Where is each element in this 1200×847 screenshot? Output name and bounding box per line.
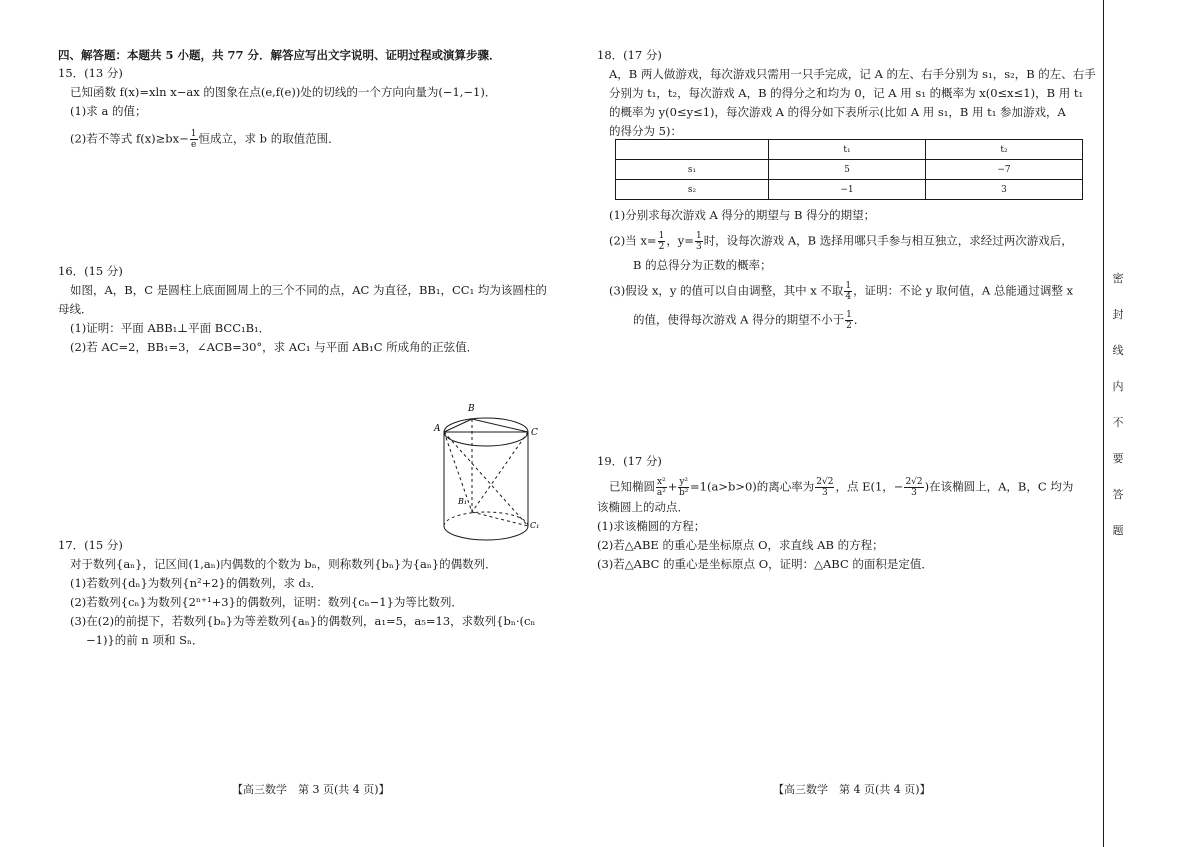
q19-plus: + — [667, 479, 678, 494]
question-17-part3-a: (3)在(2)的前提下，若数列{bₙ}为等差数列{aₙ}的偶数列，a₁=5，a₅=13，求数列{bₙ·(cₙ — [70, 614, 536, 628]
binding-char: 题 — [1112, 524, 1124, 537]
q19-text-d: )在该椭圆上，A，B，C 均为 — [924, 479, 1074, 494]
question-18-part3 — [597, 281, 1087, 302]
table-header-cell: t₂ — [926, 140, 1083, 160]
table-row — [616, 160, 1083, 180]
question-19-part3: (3)若△ABC 的重心是坐标原点 O，证明：△ABC 的面积是定值． — [597, 557, 933, 571]
question-17-part1: (1)若数列{dₙ}为数列{n²+2}的偶数列，求 d₃． — [70, 576, 322, 590]
footer-page-4: 【高三数学 第 4 页(共 4 页)】 — [773, 783, 931, 796]
question-17-stem: 对于数列{aₙ}，记区间(1,aₙ)内偶数的个数为 bₙ，则称数列{bₙ}为{aₙ}的偶数列． — [70, 557, 497, 571]
question-16 — [58, 262, 558, 357]
question-18-stem-b: 分别为 t₁，t₂，每次游戏 A，B 的得分之和均为 0，记 A 用 s₁ 的概率为 x(0≤x≤1)，B 用 t₁ — [609, 86, 1084, 100]
question-18-part1: (1)分别求每次游戏 A 得分的期望与 B 得分的期望； — [609, 208, 876, 222]
question-15 — [58, 64, 558, 150]
question-17-part2: (2)若数列{cₙ}为数列{2ⁿ⁺¹+3}的偶数列，证明：数列{cₙ−1}为等比数列． — [70, 595, 463, 609]
fraction-numerator: 2√2 — [905, 477, 923, 487]
q18-part3-text-b: ，证明：不论 y 取何值，A 总能通过调整 x — [853, 283, 1074, 298]
fraction-denominator: 4 — [845, 292, 852, 302]
binding-char: 线 — [1112, 344, 1124, 357]
binding-char: 不 — [1112, 416, 1124, 429]
q18-part3-text-c: 的值，使得每次游戏 A 得分的期望不小于 — [633, 312, 845, 327]
table-cell: 3 — [926, 180, 1083, 200]
fraction-numerator: x² — [657, 477, 666, 487]
table-header-row — [616, 140, 1083, 160]
fraction-denominator: 2 — [846, 321, 852, 331]
question-17-part3-b: −1)}的前 n 项和 Sₙ． — [86, 633, 204, 647]
fraction-denominator: b² — [678, 488, 689, 498]
question-16-title: 16．(15 分) — [58, 264, 123, 278]
binding-char: 内 — [1112, 380, 1124, 393]
question-17 — [58, 536, 558, 650]
label-C1: C₁ — [530, 521, 540, 530]
fraction-denominator: 3 — [911, 488, 917, 498]
q19-fraction-eccentricity — [815, 477, 834, 498]
table-header-cell: t₁ — [769, 140, 926, 160]
label-C: C — [531, 428, 538, 438]
question-15-stem: 已知函数 f(x)=xln x−ax 的图象在点(e,f(e))处的切线的一个方向向量为(−1,−1)． — [70, 85, 497, 99]
binding-char: 要 — [1112, 452, 1124, 465]
q19-text-c: ，点 E(1，− — [835, 479, 904, 494]
label-B: B — [468, 404, 475, 414]
fraction-denominator: 3 — [695, 242, 702, 252]
binding-char: 密 — [1112, 272, 1124, 285]
q18-fraction-half — [845, 310, 853, 331]
question-18-stem-c: 的概率为 y(0≤y≤1)，每次游戏 A 的得分如下表所示(比如 A 用 s₁，B 用 t₁ 参加游戏，A — [609, 105, 1066, 119]
fraction-numerator: y² — [679, 477, 689, 487]
q18-part3-text-d: ． — [853, 312, 866, 327]
label-B1: B₁ — [458, 497, 468, 506]
question-18-part2-cont: B 的总得分为正数的概率； — [633, 258, 772, 272]
q18-part2-text-a: (2)当 x= — [609, 233, 657, 248]
question-15-part2-text-a: (2)若不等式 f(x)≥bx− — [70, 131, 189, 146]
question-16-stem-a: 如图，A，B，C 是圆柱上底面圆周上的三个不同的点，AC 为直径，BB₁，CC₁ 均为该圆柱的 — [70, 283, 547, 297]
footer-page-3: 【高三数学 第 3 页(共 4 页)】 — [232, 783, 390, 796]
cylinder-figure — [430, 398, 550, 548]
table-cell: s₂ — [616, 180, 769, 200]
question-18-part2 — [597, 231, 1087, 252]
question-16-part2: (2)若 AC=2，BB₁=3，∠ACB=30°，求 AC₁ 与平面 AB₁C 所成角的正弦值． — [70, 340, 479, 354]
segment-B1C1 — [472, 512, 528, 526]
question-19-title: 19．(17 分) — [597, 454, 662, 468]
bottom-back-arc — [444, 512, 528, 526]
fraction-numerator: 1 — [190, 129, 197, 139]
question-18-part3-cont — [597, 310, 1087, 331]
binding-char: 封 — [1112, 308, 1124, 321]
fraction-numerator: 1 — [846, 310, 852, 320]
table-row — [616, 180, 1083, 200]
q18-fraction-quarter — [844, 281, 852, 302]
question-18-title: 18．(17 分) — [597, 48, 662, 62]
fraction-denominator: 2 — [658, 242, 665, 252]
question-15-part2-text-b: 恒成立，求 b 的取值范围． — [198, 131, 340, 146]
question-18-parts — [597, 206, 1087, 331]
question-19-stem-a — [597, 477, 1087, 498]
question-19-stem-e: 该椭圆上的动点． — [597, 500, 689, 514]
fraction-denominator: e — [190, 140, 197, 150]
q19-fraction-x2a2 — [656, 477, 667, 498]
fraction-numerator: 1 — [845, 281, 852, 291]
table-cell: 5 — [769, 160, 926, 180]
fraction-numerator: 2√2 — [816, 477, 834, 487]
q18-part3-text-a: (3)假设 x，y 的值可以自由调整，其中 x 不取 — [609, 283, 844, 298]
question-19-part1: (1)求该椭圆的方程； — [597, 519, 706, 533]
question-18 — [597, 46, 1096, 141]
section-header: 四、解答题：本题共 5 小题，共 77 分．解答应写出文字说明、证明过程或演算步骤． — [58, 48, 501, 62]
binding-margin-text — [1110, 270, 1126, 558]
binding-line — [1103, 0, 1104, 847]
question-18-stem-d: 的得分为 5)： — [609, 124, 682, 138]
label-A: A — [434, 424, 441, 434]
fraction-numerator: 1 — [695, 231, 702, 241]
q19-fraction-point-y — [904, 477, 923, 498]
table-cell: s₁ — [616, 160, 769, 180]
question-15-title: 15．(13 分) — [58, 66, 123, 80]
table-cell: −1 — [769, 180, 926, 200]
fraction-denominator: a² — [656, 488, 666, 498]
q18-part2-text-b: ，y= — [666, 233, 694, 248]
segment-BC — [472, 419, 528, 432]
question-16-stem-b: 母线． — [58, 302, 93, 316]
q19-text-a: 已知椭圆 — [609, 479, 655, 494]
question-15-fraction — [190, 129, 198, 150]
question-19-part2: (2)若△ABE 的重心是坐标原点 O，求直线 AB 的方程； — [597, 538, 884, 552]
question-18-stem-a: A，B 两人做游戏，每次游戏只需用一只手完成，记 A 的左、右手分别为 s₁，s₂，B 的左、右手 — [609, 67, 1096, 81]
question-17-title: 17．(15 分) — [58, 538, 123, 552]
question-19 — [597, 452, 1087, 574]
q18-fraction-x — [658, 231, 666, 252]
table-header-cell — [616, 140, 769, 160]
binding-char: 答 — [1112, 488, 1124, 501]
q18-fraction-y — [695, 231, 703, 252]
question-15-part1: (1)求 a 的值； — [70, 104, 147, 118]
fraction-denominator: 3 — [821, 488, 828, 498]
table-cell: −7 — [926, 160, 1083, 180]
fraction-numerator: 1 — [658, 231, 665, 241]
score-table — [615, 139, 1083, 200]
q19-text-b: =1(a>b>0)的离心率为 — [690, 479, 815, 494]
question-16-part1: (1)证明：平面 ABB₁⊥平面 BCC₁B₁． — [70, 321, 271, 335]
left-column — [58, 46, 558, 647]
question-15-part2 — [58, 129, 558, 150]
q18-part2-text-c: 时，设每次游戏 A，B 选择用哪只手参与相互独立，求经过两次游戏后， — [703, 233, 1073, 248]
q19-fraction-y2b2 — [678, 477, 689, 498]
